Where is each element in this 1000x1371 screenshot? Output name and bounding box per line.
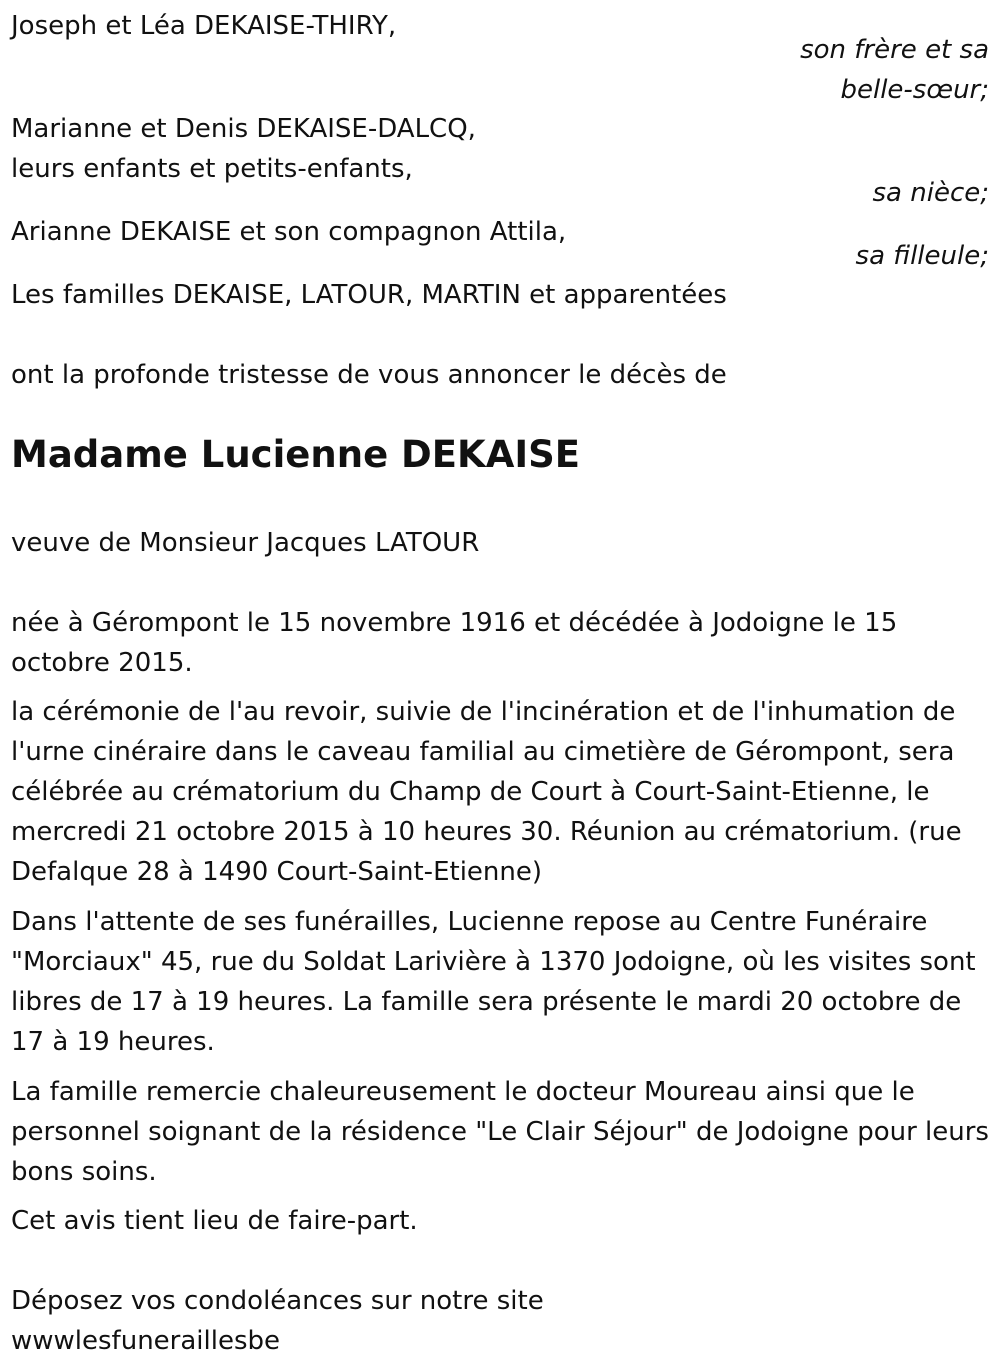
relation-goddaughter: sa filleule; <box>855 241 989 271</box>
relation-niece: sa nièce; <box>872 178 989 208</box>
announcement-text: ont la profonde tristesse de vous annoncer le décès de <box>11 360 727 390</box>
family-marianne-children: leurs enfants et petits-enfants, <box>11 154 413 184</box>
deceased-name: Madame Lucienne DEKAISE <box>11 433 581 476</box>
family-marianne-denis: Marianne et Denis DEKAISE-DALCQ, <box>11 114 476 144</box>
family-arianne: Arianne DEKAISE et son compagnon Attila, <box>11 217 567 247</box>
relation-brother-sister-in-law-line1: son frère et sa <box>800 35 989 65</box>
birth-death-dates: née à Gérompont le 15 novembre 1916 et décédée à Jodoigne le 15 octobre 2015. <box>11 608 898 678</box>
visit-details: Dans l'attente de ses funérailles, Lucienne repose au Centre Funéraire "Morciaux" 45, rue du Soldat Larivière à 1370 Jodoigne, où les visites sont libres de 17 à 19 heures. La famille sera présente le mardi 20 octobre de 17 à 19 heures. <box>11 907 976 1057</box>
family-thanks: La famille remercie chaleureusement le docteur Moureau ainsi que le personnel soignant de la résidence "Le Clair Séjour" de Jodoigne pour leurs bons soins. <box>11 1077 989 1187</box>
relation-brother-sister-in-law-line2: belle-sœur; <box>840 75 989 105</box>
notice-text: Cet avis tient lieu de faire-part. <box>11 1206 418 1236</box>
condolences-text: Déposez vos condoléances sur notre site <box>11 1286 544 1316</box>
condolences-website-link[interactable]: wwwlesfuneraillesbe <box>11 1326 281 1356</box>
family-extended: Les familles DEKAISE, LATOUR, MARTIN et apparentées <box>11 280 727 310</box>
family-joseph-lea: Joseph et Léa DEKAISE-THIRY, <box>11 11 397 41</box>
widow-of: veuve de Monsieur Jacques LATOUR <box>11 528 480 558</box>
ceremony-details: la cérémonie de l'au revoir, suivie de l'incinération et de l'inhumation de l'urne cinéraire dans le caveau familial au cimetière de Gérompont, sera célébrée au crématorium du Champ de Court à Court-Saint-Etienne, le mercredi 21 octobre 2015 à 10 heures 30. Réunion au crématorium. (rue Defalque 28 à 1490 Court-Saint-Etienne) <box>11 697 962 887</box>
